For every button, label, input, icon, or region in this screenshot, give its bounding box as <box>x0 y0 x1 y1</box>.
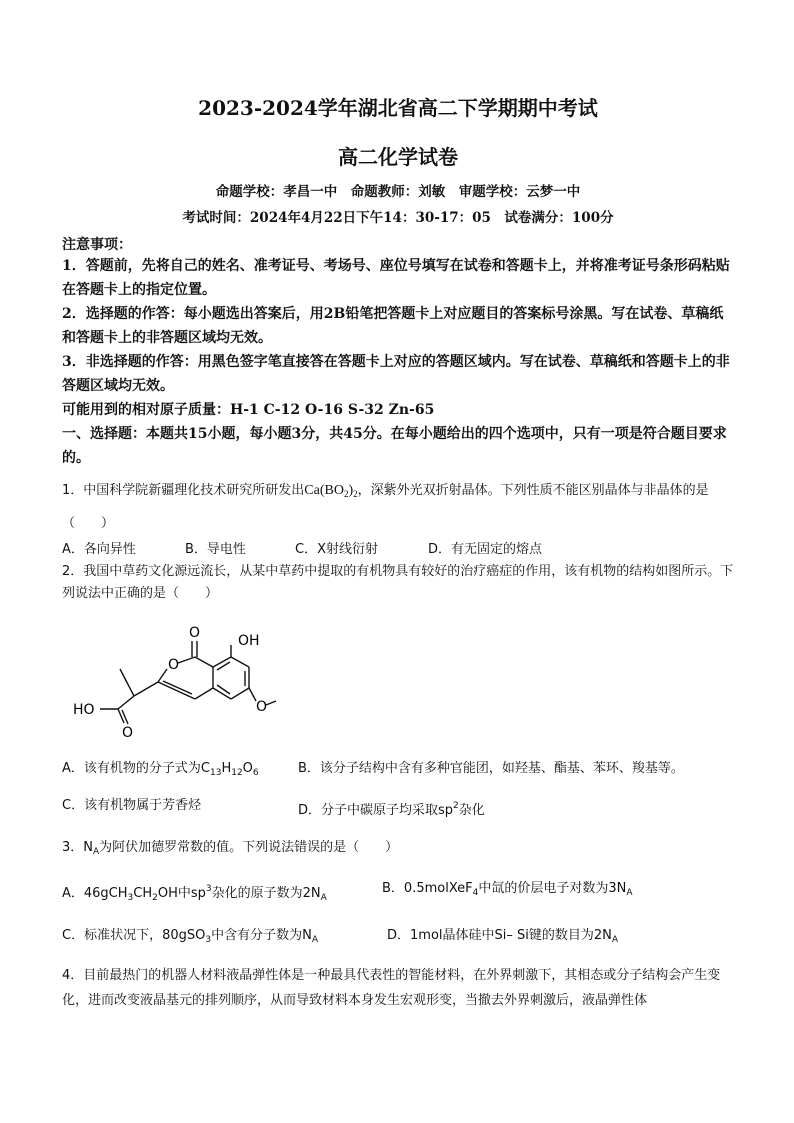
q3-option-a[interactable]: A．$46gCH_3CH_2OH$中$sp^3$杂化的原子数为$2N_A$ <box>62 884 327 903</box>
note-item-3: 3．非选择题的作答：用黑色签字笔直接答在答题卡上对应的答题区域内。写在试卷、草稿纸和答题卡上的非答题区域均无效。 <box>62 354 730 394</box>
question-2-stem: 2．我国中草药文化源远流长，从某中草药中提取的有机物具有较好的治疗癌症的作用，该有机物的结构如图所示。下列说法中正确的是（ ） <box>62 564 734 601</box>
exam-info-line: 考试时间：2024年4月22日下午14：30-17：05 试卷满分：100分 <box>182 210 614 226</box>
q3-option-d[interactable]: D．1mol晶体硅中Si– Si键的数目为$2N_A$ <box>387 928 619 945</box>
note-item-2: 2．选择题的作答：每小题选出答案后，用2B铅笔把答题卡上对应题目的答案标号涂黑。写在试卷、草稿纸和答题卡上的非答题区域均无效。 <box>62 306 724 346</box>
question-2-options-cd <box>62 791 734 826</box>
section1-heading: 一、选择题：本题共15小题，每小题3分，共45分。在每小题给出的四个选项中，只有一项是符合题目要求的。 <box>62 426 727 466</box>
question-1-stem <box>62 476 734 539</box>
question-3-stem: 3．$N_A$为阿伏加德罗常数的值。下列说法错误的是（ ） <box>62 840 399 857</box>
q1-stem-a: 1．中国科学院新疆理化技术研究所研发出 <box>62 483 305 498</box>
q2-option-c[interactable]: C．该有机物属于芳香烃 <box>62 798 202 813</box>
q1-option-a[interactable]: A．各向异性 <box>62 542 136 557</box>
acid-hydroxyl-label: HO <box>73 702 95 718</box>
notes-heading: 注意事项： <box>62 237 132 253</box>
q1-stem-b: ，深紫外光双折射晶体。下列性质不能区别晶体与非晶体的是（ ） <box>62 483 709 531</box>
q1-option-d[interactable]: D．有无固定的熔点 <box>428 542 543 557</box>
q2-option-d[interactable]: D．分子中碳原子均采取$sp^2$杂化 <box>298 801 485 818</box>
note-item-1: 1．答题前，先将自己的姓名、准考证号、考场号、座位号填写在试卷和答题卡上，并将准考证号条形码粘贴在答题卡上的指定位置。 <box>62 258 730 298</box>
q3-option-c[interactable]: C．标准状况下，80gSO$_3$中含有分子数为$N_A$ <box>62 928 318 945</box>
exam-title: 2023-2024学年湖北省高二下学期期中考试 <box>198 96 598 120</box>
q1-option-c[interactable]: C．X射线衍射 <box>295 542 378 557</box>
exam-page <box>62 92 734 1013</box>
ether-oxygen-label: O <box>256 699 268 715</box>
carbonyl-oxygen-label: O <box>189 625 201 641</box>
q2-option-b[interactable]: B．该分子结构中含有多种官能团，如羟基、酯基、苯环、羧基等。 <box>298 761 684 776</box>
question-3-options-cd <box>62 919 734 957</box>
authors-line: 命题学校：孝昌一中 命题教师：刘敏 审题学校：云梦一中 <box>215 184 581 200</box>
q1-option-b[interactable]: B．导电性 <box>185 542 246 557</box>
ring-oxygen-label: O <box>168 657 180 673</box>
hydroxyl-label: OH <box>238 633 260 649</box>
question-3-options-ab <box>62 872 734 915</box>
q1-formula: $Ca(BO_2)_2$ <box>304 483 358 499</box>
acid-oxygen-label: O <box>122 725 134 741</box>
question-1-options <box>62 539 734 561</box>
molecule-structure-diagram <box>68 615 278 745</box>
question-4-stem: 4．目前最热门的机器人材料液晶弹性体是一种最具代表性的智能材料，在外界刺激下，其相态或分子结构会产生变化，进而改变液晶基元的排列顺序，从而导致材料本身发生宏观形变，当撤去外界刺激后，液晶弹性体 <box>62 968 721 1008</box>
q2-option-a[interactable]: A．该有机物的分子式为$C_{13}H_{12}O_6$ <box>62 761 259 778</box>
atomic-masses: 可能用到的相对原子质量：H-1 C-12 O-16 S-32 Zn-65 <box>62 402 435 418</box>
question-2-options-ab <box>62 755 734 787</box>
exam-subtitle: 高二化学试卷 <box>338 145 458 169</box>
q3-option-b[interactable]: B．0.5molXeF$_4$中氙的价层电子对数为$3N_A$ <box>382 881 633 898</box>
